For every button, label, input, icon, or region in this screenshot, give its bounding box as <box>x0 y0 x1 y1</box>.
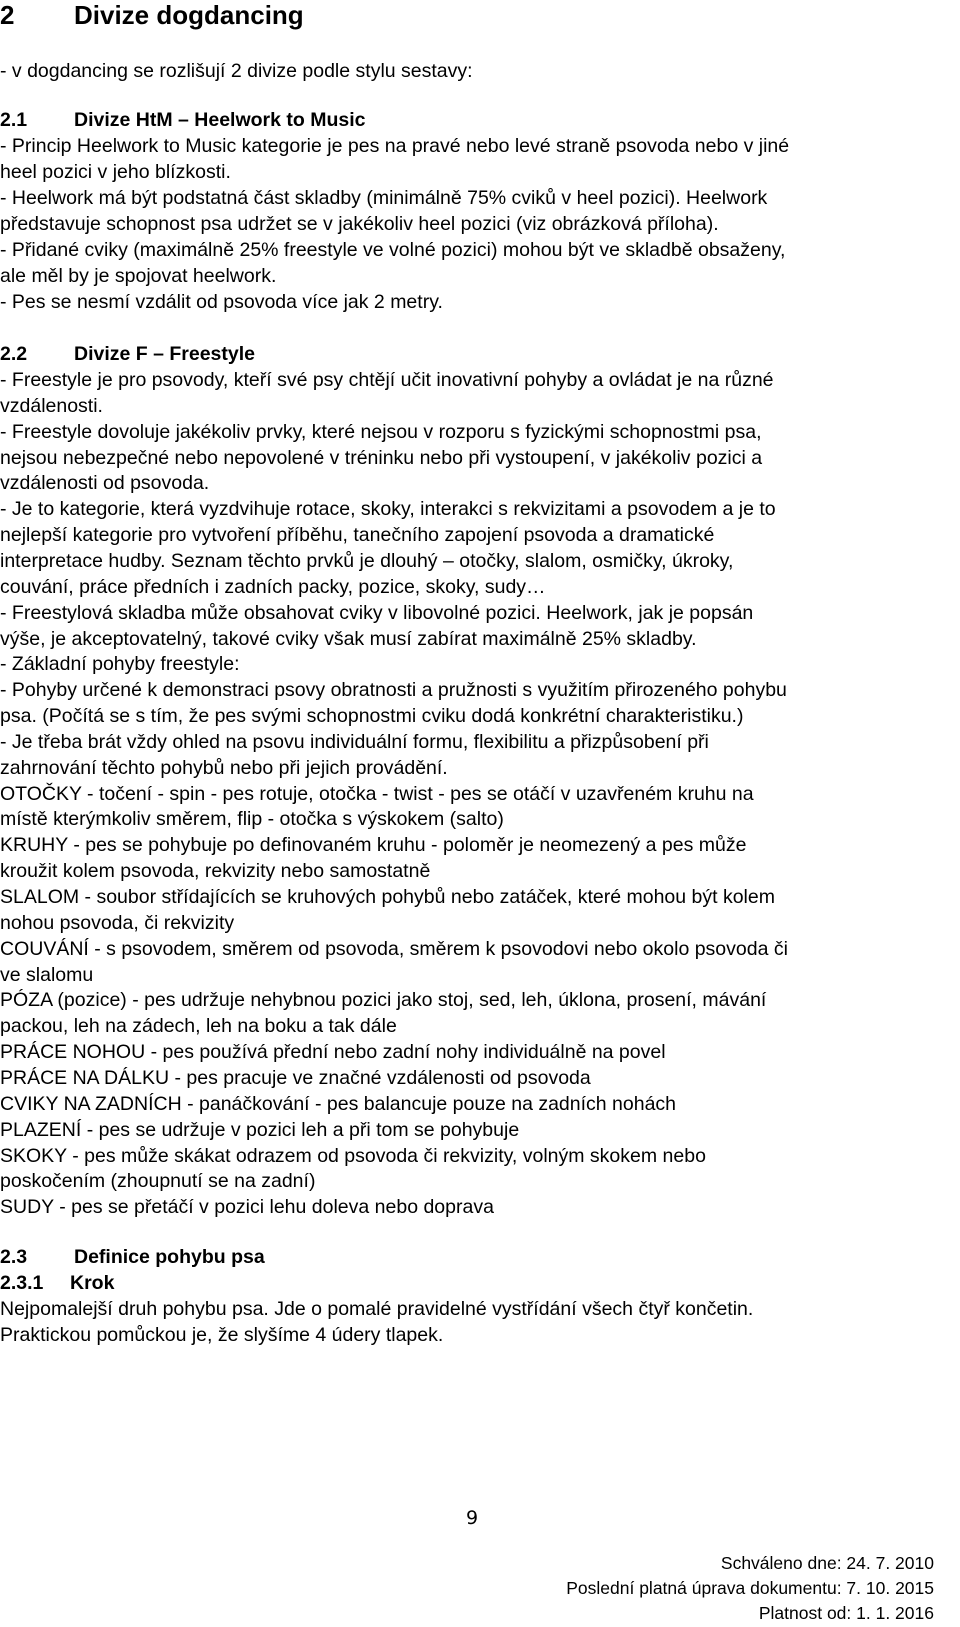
text-line: OTOČKY - točení - spin - pes rotuje, otočka - twist - pes se otáčí v uzavřeném kruhu na <box>0 782 754 805</box>
text-line: Praktickou pomůckou je, že slyšíme 4 údery tlapek. <box>0 1324 444 1346</box>
text-line: - Přidané cviky (maximálně 25% freestyle ve volné pozici) mohou být ve skladbě obsaženy, <box>0 239 786 261</box>
text-line: interpretace hudby. Seznam těchto prvků je dlouhý – otočky, slalom, osmičky, úkroky, <box>0 549 734 572</box>
text-line: PLAZENÍ - pes se udržuje v pozici leh a při tom se pohybuje <box>0 1118 520 1141</box>
section-title: Definice pohybu psa <box>74 1246 265 1268</box>
intro-text: - v dogdancing se rozlišují 2 divize podle stylu sestavy: <box>0 60 473 82</box>
section-2-3-heading <box>0 1244 265 1270</box>
text-line: kroužit kolem psovoda, rekvizity nebo samostatně <box>0 860 431 883</box>
section-2-2-heading <box>0 341 255 367</box>
text-line: couvání, práce předních i zadních packy, pozice, skoky, sudy… <box>0 575 546 598</box>
text-line: ve slalomu <box>0 963 94 986</box>
text-line: - Je třeba brát vždy ohled na psovu individuální formu, flexibilitu a přizpůsobení při <box>0 730 709 753</box>
footer-last-revision: Poslední platná úprava dokumentu: 7. 10. 2015 <box>566 1578 934 1598</box>
text-line: výše, je akceptovatelný, takové cviky však musí zabírat maximálně 25% skladby. <box>0 627 697 650</box>
section-2-3-1-heading <box>0 1270 114 1296</box>
text-line: PRÁCE NOHOU - pes používá přední nebo zadní nohy individuálně na povel <box>0 1041 666 1064</box>
section-title: Krok <box>70 1272 115 1294</box>
text-line: SKOKY - pes může skákat odrazem od psovoda či rekvizity, volným skokem nebo <box>0 1144 706 1167</box>
text-line: - Základní pohyby freestyle: <box>0 653 240 676</box>
footer-valid-from: Platnost od: 1. 1. 2016 <box>758 1603 934 1623</box>
text-line: - Pohyby určené k demonstraci psovy obratnosti a pružnosti s využitím přirozeného pohybu <box>0 679 787 702</box>
text-line: vzdálenosti. <box>0 394 103 417</box>
section-title: Divize HtM – Heelwork to Music <box>74 109 366 131</box>
section-number: 2.1 <box>0 109 28 131</box>
text-line: poskočením (zhoupnutí se na zadní) <box>0 1170 316 1193</box>
text-line: - Je to kategorie, která vyzdvihuje rotace, skoky, interakci s rekvizitami a psovodem a je to <box>0 498 776 521</box>
chapter-number: 2 <box>0 0 15 30</box>
section-number: 2.3 <box>0 1246 28 1268</box>
text-line: nohou psovoda, či rekvizity <box>0 911 235 934</box>
text-line: ale měl by je spojovat heelwork. <box>0 265 277 287</box>
text-line: nejlepší kategorie pro vytvoření příběhu, tanečního zapojení psovoda a dramatické <box>0 524 715 547</box>
chapter-heading <box>0 0 304 30</box>
text-line: - Freestyle je pro psovody, kteří své psy chtějí učit inovativní pohyby a ovládat je na různé <box>0 369 774 391</box>
footer-approved: Schváleno dne: 24. 7. 2010 <box>720 1553 934 1573</box>
text-line: zahrnování těchto pohybů nebo při jejich provádění. <box>0 756 448 779</box>
text-line: Nejpomalejší druh pohybu psa. Jde o pomalé pravidelné vystřídání všech čtyř končetin. <box>0 1298 754 1320</box>
section-number: 2.3.1 <box>0 1272 44 1294</box>
text-line: místě kterýmkoliv směrem, flip - otočka s výskokem (salto) <box>0 808 504 831</box>
section-title: Divize F – Freestyle <box>74 343 256 365</box>
text-line: KRUHY - pes se pohybuje po definovaném kruhu - poloměr je neomezený a pes může <box>0 834 747 857</box>
text-line: - Princip Heelwork to Music kategorie je pes na pravé nebo levé straně psovoda nebo v jiné <box>0 135 790 157</box>
section-2-1-heading <box>0 107 365 133</box>
text-line: CVIKY NA ZADNÍCH - panáčkování - pes balancuje pouze na zadních nohách <box>0 1092 677 1115</box>
text-line: COUVÁNÍ - s psovodem, směrem od psovoda, směrem k psovodovi nebo okolo psovoda či <box>0 937 788 960</box>
text-line: SUDY - pes se přetáčí v pozici lehu doleva nebo doprava <box>0 1196 494 1219</box>
text-line: packou, leh na zádech, leh na boku a tak dále <box>0 1015 397 1038</box>
text-line: - Pes se nesmí vzdálit od psovoda více jak 2 metry. <box>0 291 443 313</box>
text-line: heel pozici v jeho blízkosti. <box>0 161 231 183</box>
text-line: - Freestyle dovoluje jakékoliv prvky, které nejsou v rozporu s fyzickými schopnostmi psa, <box>0 420 762 443</box>
text-line: představuje schopnost psa udržet se v jakékoliv heel pozici (viz obrázková příloha). <box>0 213 719 235</box>
text-line: - Freestylová skladba může obsahovat cviky v libovolné pozici. Heelwork, jak je popsán <box>0 601 754 624</box>
text-line: - Heelwork má být podstatná část skladby (minimálně 75% cviků v heel pozici). Heelwork <box>0 187 768 209</box>
text-line: PRÁCE NA DÁLKU - pes pracuje ve značné vzdálenosti od psovoda <box>0 1066 591 1089</box>
chapter-title: Divize dogdancing <box>74 0 304 30</box>
page-number: 9 <box>466 1507 479 1529</box>
section-number: 2.2 <box>0 343 28 365</box>
text-line: vzdálenosti od psovoda. <box>0 472 210 495</box>
text-line: SLALOM - soubor střídajících se kruhových pohybů nebo zatáček, které mohou být kolem <box>0 886 775 908</box>
text-line: psa. (Počítá se s tím, že pes svými schopnostmi cviku dodá konkrétní charakteristiku.) <box>0 705 744 728</box>
text-line: PÓZA (pozice) - pes udržuje nehybnou pozici jako stoj, sed, leh, úklona, prosení, mávání <box>0 989 767 1012</box>
text-line: nejsou nebezpečné nebo nepovolené v tréninku nebo při vystoupení, v jakékoliv pozici a <box>0 446 763 469</box>
